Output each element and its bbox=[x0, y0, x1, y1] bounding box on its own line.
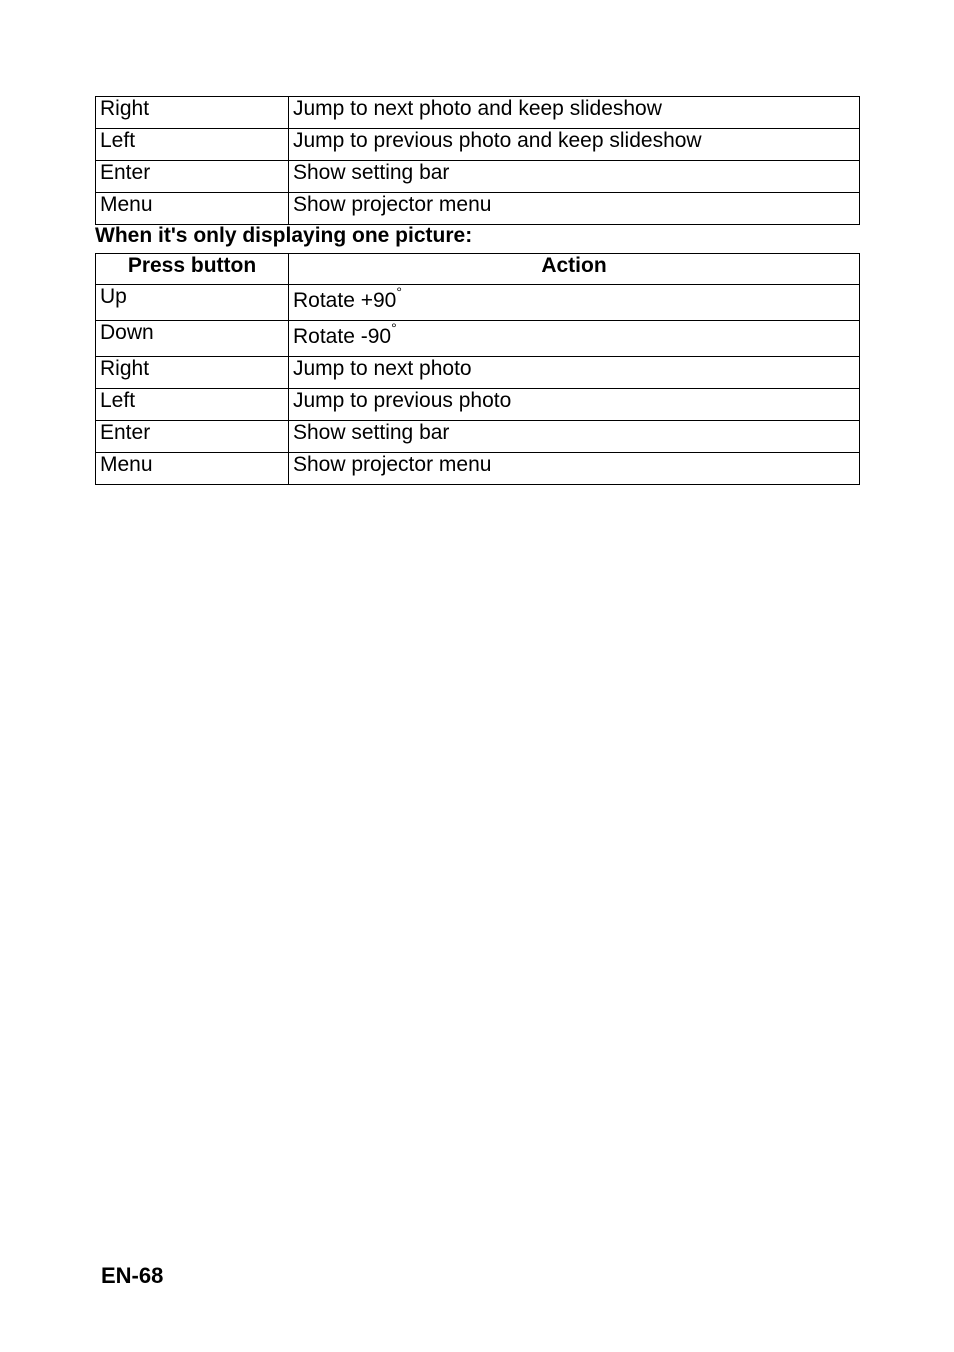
column-header-action: Action bbox=[289, 254, 860, 285]
action-cell: Show setting bar bbox=[289, 161, 860, 193]
table-row bbox=[96, 357, 860, 389]
action-cell: Show setting bar bbox=[289, 421, 860, 453]
table-row bbox=[96, 453, 860, 485]
button-cell: Left bbox=[96, 389, 289, 421]
button-cell: Left bbox=[96, 129, 289, 161]
button-cell: Right bbox=[96, 357, 289, 389]
page-number: EN-68 bbox=[101, 1263, 164, 1288]
button-cell: Right bbox=[96, 97, 289, 129]
action-cell bbox=[289, 285, 860, 321]
table-row bbox=[96, 193, 860, 225]
action-cell: Jump to previous photo bbox=[289, 389, 860, 421]
table-row bbox=[96, 161, 860, 193]
table-row bbox=[96, 421, 860, 453]
degree-symbol: ° bbox=[396, 284, 402, 300]
table-row bbox=[96, 129, 860, 161]
table-row bbox=[96, 285, 860, 321]
table-header-row bbox=[96, 254, 860, 285]
degree-symbol: ° bbox=[391, 320, 397, 336]
action-cell: Jump to next photo bbox=[289, 357, 860, 389]
action-text: Rotate +90 bbox=[293, 289, 397, 312]
action-cell: Show projector menu bbox=[289, 453, 860, 485]
button-cell: Enter bbox=[96, 421, 289, 453]
action-cell: Jump to next photo and keep slideshow bbox=[289, 97, 860, 129]
action-text: Rotate -90 bbox=[293, 325, 392, 348]
button-cell: Down bbox=[96, 321, 289, 357]
button-cell: Menu bbox=[96, 193, 289, 225]
section-heading: When it's only displaying one picture: bbox=[95, 224, 473, 247]
button-cell: Menu bbox=[96, 453, 289, 485]
action-cell bbox=[289, 321, 860, 357]
table-row bbox=[96, 321, 860, 357]
button-cell: Enter bbox=[96, 161, 289, 193]
button-cell: Up bbox=[96, 285, 289, 321]
table-row bbox=[96, 389, 860, 421]
single-picture-controls-table bbox=[95, 253, 860, 485]
table-row bbox=[96, 97, 860, 129]
column-header-press-button: Press button bbox=[96, 254, 289, 285]
action-cell: Show projector menu bbox=[289, 193, 860, 225]
action-cell: Jump to previous photo and keep slideshow bbox=[289, 129, 860, 161]
slideshow-controls-table bbox=[95, 96, 860, 225]
